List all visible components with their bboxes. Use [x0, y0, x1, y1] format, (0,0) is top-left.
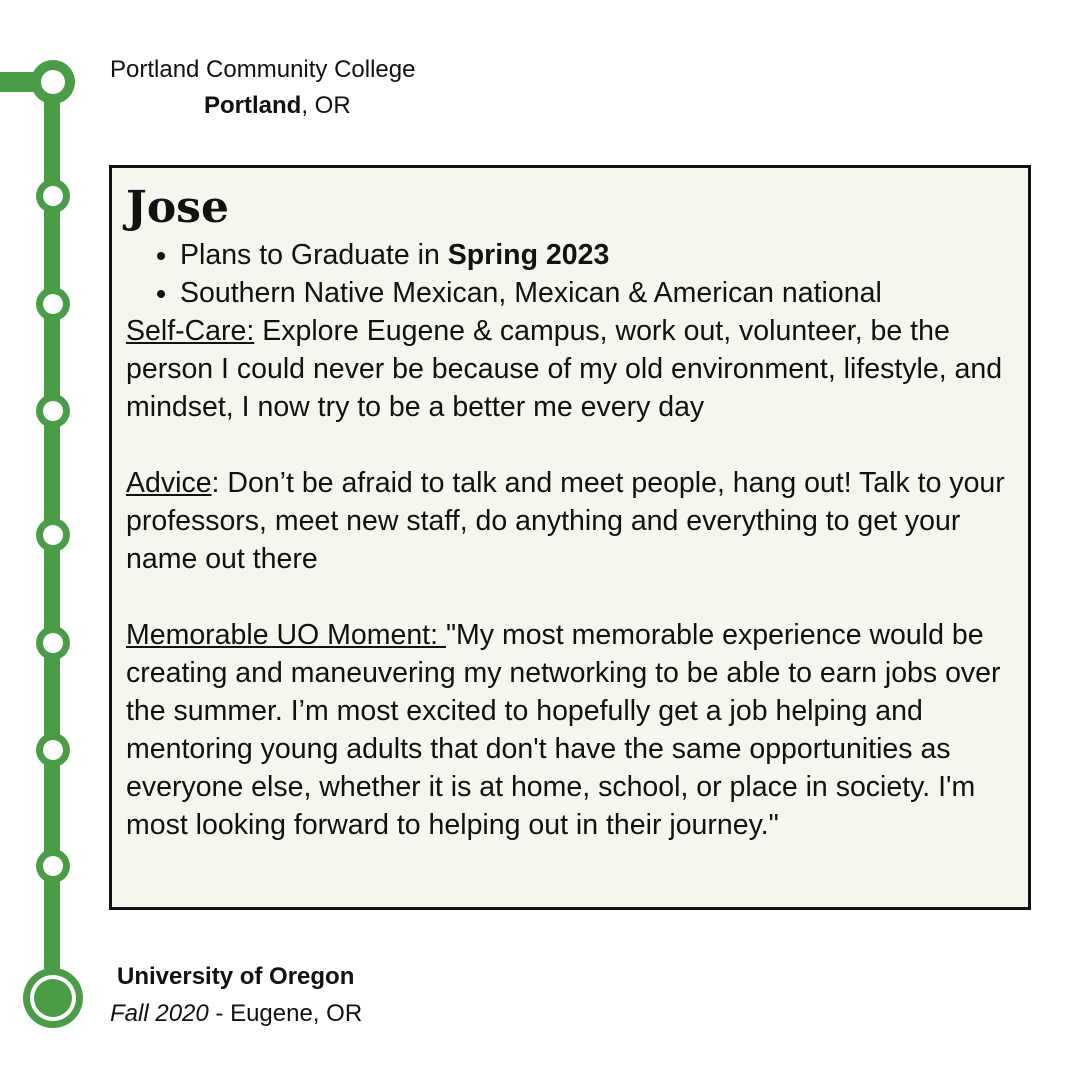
destination-info [110, 958, 362, 1032]
graduation-fact [180, 236, 1018, 274]
self-care-text: Explore Eugene & campus, work out, volunteer, be the person I could never be because of my old environment, lifestyle, and mindset, I now try to be a better me every day [126, 315, 1003, 423]
origin-state: , OR [301, 92, 351, 119]
timeline-start-node-center [41, 70, 65, 94]
memorable-section [126, 616, 1018, 844]
origin-location [110, 88, 415, 124]
self-care-label: Self-Care: [126, 315, 255, 347]
destination-location: - Eugene, OR [208, 1000, 363, 1027]
origin-college: Portland Community College [110, 56, 416, 83]
profile-facts [126, 236, 1018, 312]
profile-name: Jose [126, 182, 229, 233]
advice-label: Advice [126, 467, 212, 499]
memorable-text: "My most memorable experience would be creating and maneuvering my networking to be able to earn jobs over the summer. I’m most excited to hopefully get a job helping and mentoring young adults that don't have the same opportunities as everyone else, whether it is at home, school, or place in society. I'm most looking forward to helping out in their journey." [126, 619, 1001, 841]
destination-term: Fall 2020 [110, 1000, 209, 1027]
origin-city: Portland [204, 92, 302, 119]
timeline [0, 0, 100, 1080]
advice-text: : Don’t be afraid to talk and meet people, hang out! Talk to your professors, meet new staff, do anything and everything to get your name out there [126, 467, 1005, 575]
graduation-prefix: Plans to Graduate in [180, 239, 448, 271]
heritage-fact: • Southern Native Mexican, Mexican & American national [180, 274, 1018, 312]
graduation-term: Spring 2023 [447, 239, 610, 271]
origin-info [110, 52, 415, 124]
self-care-section [126, 312, 1018, 426]
memorable-label: Memorable UO Moment: [126, 619, 446, 651]
timeline-end-node-center [34, 979, 72, 1017]
destination-university: University of Oregon [117, 963, 355, 990]
advice-section [126, 464, 1018, 578]
timeline-graphic [0, 0, 100, 1080]
profile-card [109, 165, 1031, 910]
destination-details [110, 995, 362, 1032]
